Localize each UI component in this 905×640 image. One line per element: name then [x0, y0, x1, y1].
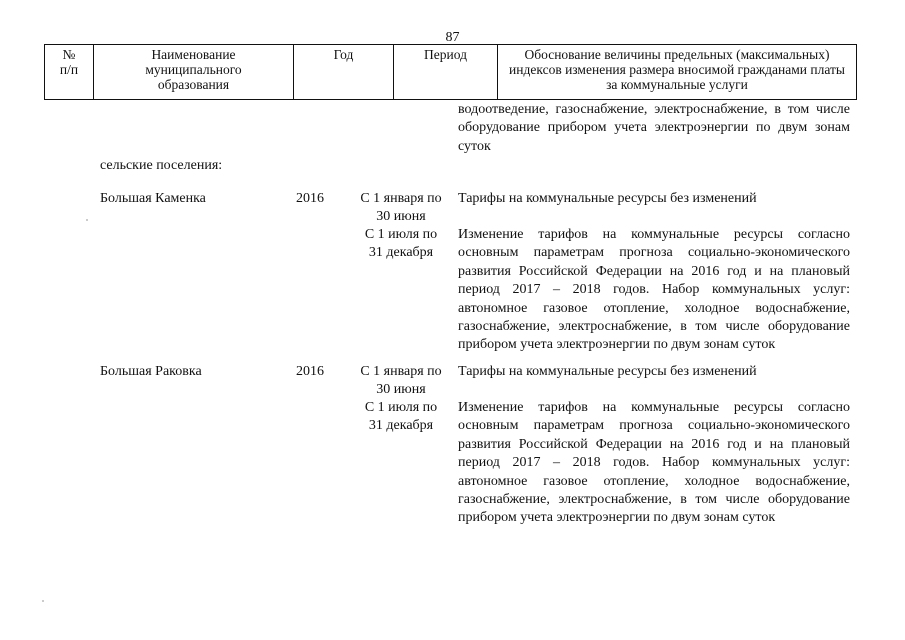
- row-1-basis-1: Тарифы на коммунальные ресурсы без изменений: [458, 191, 757, 206]
- row-1-year: 2016: [296, 191, 324, 206]
- header-name-line2: муниципального: [145, 62, 242, 77]
- header-number-column: [45, 45, 93, 99]
- header-period: Период: [424, 47, 467, 62]
- row-1-name: Большая Каменка: [100, 191, 206, 206]
- page-number: 87: [445, 30, 460, 45]
- header-year: Год: [333, 47, 354, 62]
- header-basis-line3: за коммунальные услуги: [606, 77, 748, 92]
- row-2-year: 2016: [296, 364, 324, 379]
- header-name-line1: Наименование: [151, 47, 236, 62]
- row-1-basis-2: Изменение тарифов на коммунальные ресурсы согласно основным параметрам прогноза социально-экономического развития Российской Федерации на 2016 год и на плановый период 2017 – 2018 годов. Набор коммунальных услуг: автономное газовое отопление, холодное водоснабжение, газоснабжение, электроснабжение, в том числе оборудование прибором учета электроэнергии по двум зонам суток: [458, 227, 850, 353]
- header-number-line2: п/п: [59, 62, 79, 77]
- header-name-column: [93, 45, 293, 99]
- header-period-column: [393, 45, 497, 99]
- row-2-basis-2: Изменение тарифов на коммунальные ресурсы согласно основным параметрам прогноза социально-экономического развития Российской Федерации на 2016 год и на плановый период 2017 – 2018 годов. Набор коммунальных услуг: автономное газовое отопление, холодное водоснабжение, газоснабжение, электроснабжение, в том числе оборудование прибором учета электроэнергии по двум зонам суток: [458, 400, 850, 526]
- row-2-period-2: С 1 июля по 31 декабря: [364, 400, 438, 434]
- row-2-basis-1: Тарифы на коммунальные ресурсы без изменений: [458, 364, 757, 379]
- header-basis-column: [497, 45, 856, 99]
- continuation-text: водоотведение, газоснабжение, электроснабжение, в том числе оборудование прибором учета электроэнергии по двум зонам суток: [458, 102, 850, 154]
- group-label: сельские поселения:: [100, 158, 223, 173]
- header-basis-line2: индексов изменения размера вносимой гражданами платы: [509, 62, 845, 77]
- row-2-name: Большая Раковка: [100, 364, 202, 379]
- scan-speck: [86, 219, 88, 221]
- header-number-line1: №: [62, 47, 76, 62]
- row-1-period-2: С 1 июля по 31 декабря: [364, 227, 438, 261]
- row-1-period-1: С 1 января по 30 июня: [360, 191, 442, 225]
- row-2-period-1: С 1 января по 30 июня: [360, 364, 442, 398]
- header-basis-line1: Обоснование величины предельных (максимальных): [524, 47, 830, 62]
- table-header: [44, 44, 857, 100]
- scan-speck: [42, 600, 44, 602]
- header-name-line3: образования: [157, 77, 230, 92]
- header-year-column: [293, 45, 393, 99]
